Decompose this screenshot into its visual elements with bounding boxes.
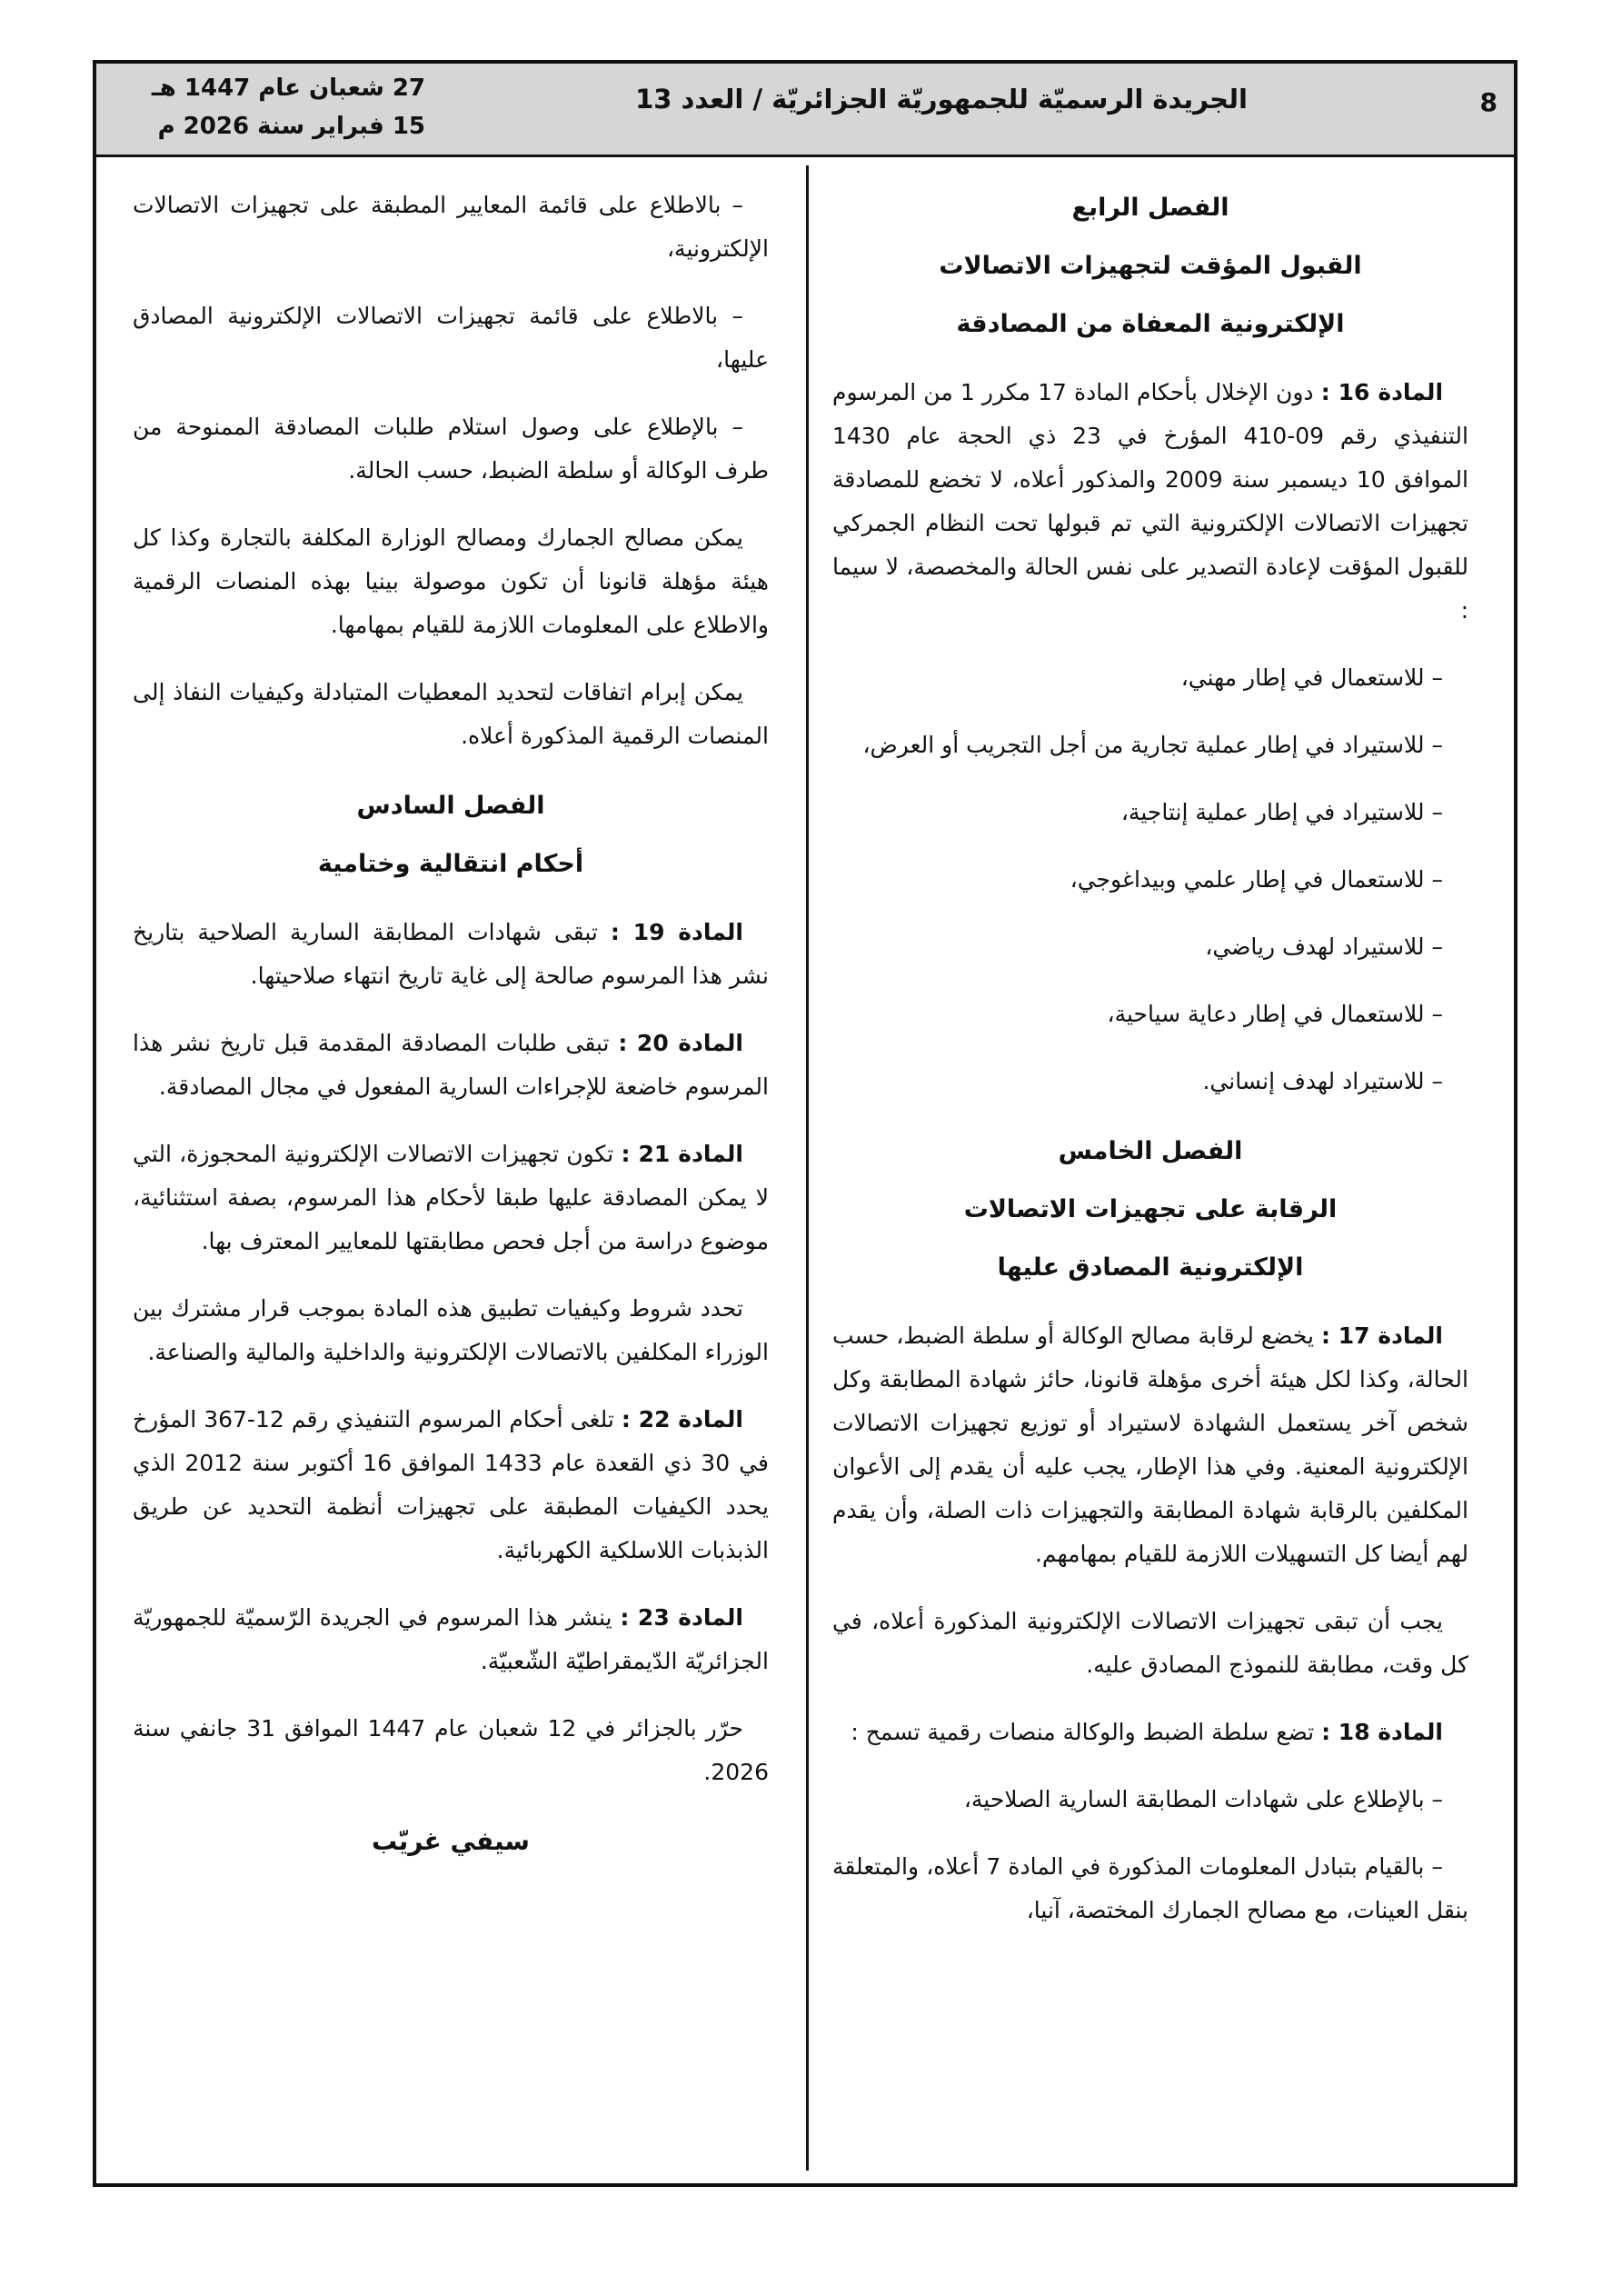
article-18 <box>832 1711 1468 1754</box>
list-item: – بالقيام بتبادل المعلومات المذكورة في المادة 7 أعلاه، والمتعلقة بنقل العينات، مع مصالح الجمارك المختصة، آنيا، <box>832 1853 1468 1923</box>
chapter-5-subtitle-line-2: الإلكترونية المصادق عليها <box>997 1253 1304 1282</box>
date-gregorian: 15 فبراير سنة 2026 م <box>157 113 425 140</box>
article-18-label: المادة 18 : <box>1321 1719 1443 1745</box>
chapter-4-title: الفصل الرابع <box>1071 194 1229 222</box>
article-17-paragraph-2: يجب أن تبقى تجهيزات الاتصالات الإلكترونية المذكورة أعلاه، في كل وقت، مطابقة للنموذج المصادق عليه. <box>832 1608 1468 1678</box>
article-23-text: ينشر هذا المرسوم في الجريدة الرّسميّة للجمهوريّة الجزائريّة الدّيمقراطيّة الشّعبيّة. <box>133 1604 769 1674</box>
article-20 <box>133 1022 769 1109</box>
article-19-text: تبقى شهادات المطابقة السارية الصلاحية بتاريخ نشر هذا المرسوم صالحة إلى غاية تاريخ انتهاء صلاحيتها. <box>133 919 769 989</box>
article-16-label: المادة 16 : <box>1320 379 1444 405</box>
article-18-text: تضع سلطة الضبط والوكالة منصات رقمية تسمح : <box>851 1719 1315 1745</box>
left-column <box>133 184 769 1863</box>
page-frame <box>93 60 1518 2187</box>
article-18-paragraph-2: يمكن مصالح الجمارك ومصالح الوزارة المكلفة بالتجارة وكذا كل هيئة مؤهلة قانونا أن تكون موصولة بينيا بهذه المنصات الرقمية والاطلاع على المعلومات اللازمة للقيام بمهامها. <box>133 524 769 638</box>
article-20-label: المادة 20 : <box>618 1030 743 1056</box>
chapter-4-subtitle-line-2: الإلكترونية المعفاة من المصادقة <box>956 310 1345 338</box>
list-item: – بالاطلاع على قائمة تجهيزات الاتصالات الإلكترونية المصادق عليها، <box>133 303 769 373</box>
list-item: – للاستعمال في إطار مهني، <box>1180 664 1443 691</box>
column-divider <box>806 165 809 2171</box>
gazette-title: الجريدة الرسميّة للجمهوريّة الجزائريّة / العدد 13 <box>635 84 1248 115</box>
date-hijri: 27 شعبان عام 1447 هـ <box>151 75 425 102</box>
article-20-text: تبقى طلبات المصادقة المقدمة قبل تاريخ نشر هذا المرسوم خاضعة للإجراءات السارية المفعول في مجال المصادقة. <box>133 1030 769 1100</box>
list-item: – بالإطلاع على وصول استلام طلبات المصادقة الممنوحة من طرف الوكالة أو سلطة الضبط، حسب الحالة. <box>133 414 769 484</box>
chapter-4-subtitle-line-1: القبول المؤقت لتجهيزات الاتصالات <box>939 252 1362 280</box>
chapter-5-title: الفصل الخامس <box>1058 1137 1243 1165</box>
list-item: – للاستيراد في إطار عملية إنتاجية، <box>1120 799 1443 825</box>
article-16-text: دون الإخلال بأحكام المادة 17 مكرر 1 من المرسوم التنفيذي رقم 09-410 المؤرخ في 23 ذي الحجة عام 1430 الموافق 10 ديسمبر سنة 2009 والمذكور أعلاه، لا تخضع للمصادقة تجهيزات الاتصالات الإلكترونية التي تم قبولها تحت النظام الجمركي للقبول المؤقت لإعادة التصدير على نفس الحالة والمخصصة، لا سيما : <box>832 379 1468 624</box>
issue-date <box>116 69 425 145</box>
list-item: – للاستعمال في إطار دعاية سياحية، <box>1107 1001 1443 1027</box>
article-23-label: المادة 23 : <box>620 1604 743 1631</box>
signatory-name: سيفي غريّب <box>372 1826 530 1856</box>
page-number: 8 <box>1479 87 1498 117</box>
chapter-6-subtitle: أحكام انتقالية وختامية <box>317 850 584 878</box>
article-21 <box>133 1133 769 1263</box>
article-16 <box>832 371 1468 633</box>
list-item: – للاستيراد في إطار عملية تجارية من أجل التجريب أو العرض، <box>862 732 1443 758</box>
article-19 <box>133 911 769 998</box>
article-19-label: المادة 19 : <box>610 919 743 945</box>
list-item: – للاستيراد لهدف إنساني. <box>1202 1068 1443 1094</box>
article-18-paragraph-3: يمكن إبرام اتفاقات لتحديد المعطيات المتبادلة وكيفيات النفاذ إلى المنصات الرقمية المذكورة أعلاه. <box>133 679 769 749</box>
list-item: – بالإطلاع على شهادات المطابقة السارية الصلاحية، <box>963 1786 1443 1812</box>
article-21-paragraph-2: تحدد شروط وكيفيات تطبيق هذه المادة بموجب قرار مشترك بين الوزراء المكلفين بالاتصالات الإلكترونية والداخلية والمالية والصناعة. <box>133 1295 769 1365</box>
article-22 <box>133 1398 769 1572</box>
chapter-6-title: الفصل السادس <box>356 792 545 820</box>
article-21-label: المادة 21 : <box>621 1141 744 1167</box>
chapter-5-subtitle-line-1: الرقابة على تجهيزات الاتصالات <box>963 1195 1338 1223</box>
article-22-label: المادة 22 : <box>621 1406 744 1433</box>
right-column <box>832 184 1468 1956</box>
done-at-statement: حرّر بالجزائر في 12 شعبان عام 1447 الموافق 31 جانفي سنة 2026. <box>133 1715 769 1785</box>
article-21-text: تكون تجهيزات الاتصالات الإلكترونية المحجوزة، التي لا يمكن المصادقة عليها طبقا لأحكام هذا المرسوم، بصفة استثنائية، موضوع دراسة من أجل فحص مطابقتها للمعايير المعترف بها. <box>133 1141 769 1254</box>
article-17-text: يخضع لرقابة مصالح الوكالة أو سلطة الضبط، حسب الحالة، وكذا لكل هيئة أخرى مؤهلة قانونا، حائز شهادة المطابقة وكل شخص آخر يستعمل الشهادة لاستيراد أو توزيع تجهيزات الاتصالات الإلكترونية المعنية. وفي هذا الإطار، يجب عليه أن يقدم إلى الأعوان المكلفين بالرقابة شهادة المطابقة والتجهيزات ذات الصلة، وأن يقدم لهم أيضا كل التسهيلات اللازمة للقيام بمهامهم. <box>832 1323 1468 1567</box>
article-23 <box>133 1596 769 1683</box>
article-17-label: المادة 17 : <box>1320 1323 1444 1349</box>
article-17 <box>832 1314 1468 1576</box>
list-item: – للاستيراد لهدف رياضي، <box>1205 933 1443 960</box>
article-22-text: تلغى أحكام المرسوم التنفيذي رقم 12-367 المؤرخ في 30 ذي القعدة عام 1433 الموافق 16 أكتوبر سنة 2012 الذي يحدد الكيفيات المطبقة على تجهيزات أنظمة التحديد عن طريق الذبذبات اللاسلكية الكهربائية. <box>133 1406 770 1563</box>
list-item: – بالاطلاع على قائمة المعايير المطبقة على تجهيزات الاتصالات الإلكترونية، <box>133 192 769 262</box>
page-header <box>96 64 1514 157</box>
list-item: – للاستعمال في إطار علمي وبيداغوجي، <box>1070 866 1443 893</box>
